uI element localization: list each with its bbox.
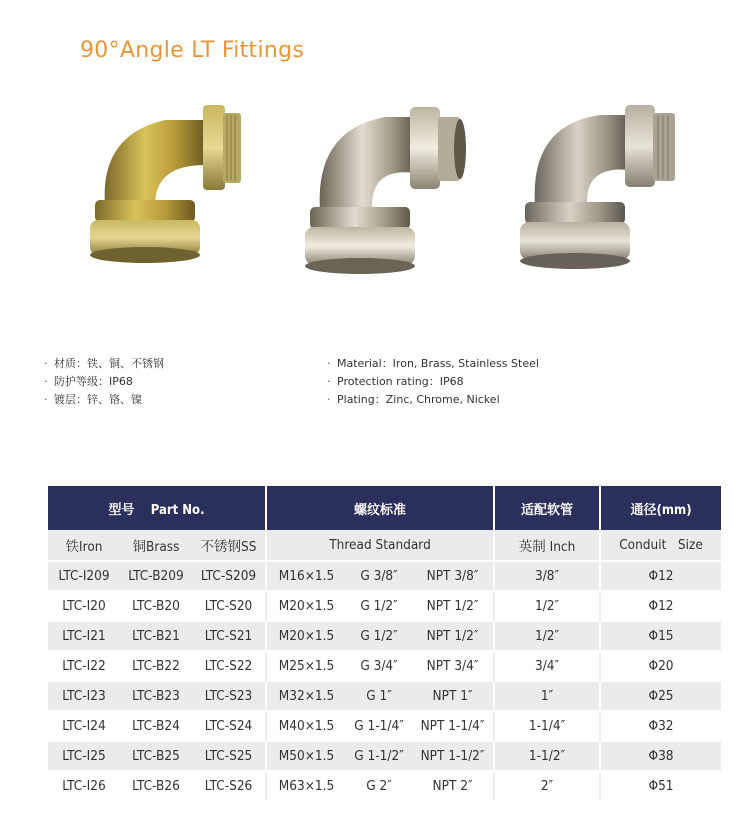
cell-conduit: Φ25 [600, 681, 721, 711]
spec-line-rating-en: · Protection rating：IP68 [327, 375, 464, 388]
subheader-ss: 不锈钢SS [192, 530, 266, 561]
table-row [48, 561, 721, 591]
cell-g-thread: G 1-1/2″ [346, 741, 412, 771]
header-thread: 螺纹标准 [266, 486, 494, 530]
table-row [48, 711, 721, 741]
cell-metric: M50×1.5 [266, 741, 346, 771]
cell-iron: LTC-I20 [48, 591, 120, 621]
table-row [48, 741, 721, 771]
header-part-no: 型号 Part No. [48, 486, 266, 530]
cell-inch: 1/2″ [494, 591, 600, 621]
cell-ss: LTC-S25 [192, 741, 266, 771]
cell-iron: LTC-I25 [48, 741, 120, 771]
cell-ss: LTC-S209 [192, 561, 266, 591]
cell-metric: M25×1.5 [266, 651, 346, 681]
table-row [48, 681, 721, 711]
cell-npt: NPT 1-1/4″ [412, 711, 494, 741]
cell-conduit: Φ38 [600, 741, 721, 771]
cell-brass: LTC-B26 [120, 771, 192, 800]
cell-ss: LTC-S23 [192, 681, 266, 711]
subheader-conduit: Conduit Size [600, 530, 721, 561]
cell-inch: 2″ [494, 771, 600, 800]
cell-metric: M20×1.5 [266, 591, 346, 621]
cell-metric: M40×1.5 [266, 711, 346, 741]
cell-iron: LTC-I22 [48, 651, 120, 681]
cell-g-thread: G 3/4″ [346, 651, 412, 681]
subheader-iron: 铁Iron [48, 530, 120, 561]
cell-iron: LTC-I209 [48, 561, 120, 591]
cell-inch: 1″ [494, 681, 600, 711]
cell-iron: LTC-I23 [48, 681, 120, 711]
subheader-thread: Thread Standard [266, 530, 494, 561]
header-hose: 适配软管 [494, 486, 600, 530]
cell-brass: LTC-B209 [120, 561, 192, 591]
cell-g-thread: G 1″ [346, 681, 412, 711]
cell-inch: 1-1/4″ [494, 711, 600, 741]
cell-npt: NPT 3/4″ [412, 651, 494, 681]
subheader-inch: 英制 Inch [494, 530, 600, 561]
cell-g-thread: G 1/2″ [346, 591, 412, 621]
cell-iron: LTC-I21 [48, 621, 120, 651]
cell-inch: 3/4″ [494, 651, 600, 681]
table-subheader [48, 530, 721, 561]
brass-fitting-image [300, 95, 475, 280]
table-row [48, 771, 721, 800]
cell-conduit: Φ32 [600, 711, 721, 741]
cell-npt: NPT 3/8″ [412, 561, 494, 591]
subheader-brass: 铜Brass [120, 530, 192, 561]
cell-conduit: Φ12 [600, 561, 721, 591]
cell-g-thread: G 1-1/4″ [346, 711, 412, 741]
table-row [48, 621, 721, 651]
cell-metric: M63×1.5 [266, 771, 346, 800]
table-header [48, 486, 721, 530]
table-row [48, 591, 721, 621]
specs-chinese [44, 355, 164, 409]
cell-npt: NPT 1-1/2″ [412, 741, 494, 771]
zinc-fitting-image [85, 95, 255, 275]
product-photos [0, 95, 750, 295]
cell-brass: LTC-B25 [120, 741, 192, 771]
spec-line-rating-cn: · 防护等级：IP68 [44, 375, 133, 388]
spec-line-material-en: · Material：Iron, Brass, Stainless Steel [327, 357, 539, 370]
cell-inch: 3/8″ [494, 561, 600, 591]
spec-line-plating-cn: · 镀层：锌、铬、镍 [44, 393, 142, 406]
cell-ss: LTC-S21 [192, 621, 266, 651]
cell-ss: LTC-S20 [192, 591, 266, 621]
header-bore: 通径(mm) [600, 486, 721, 530]
cell-iron: LTC-I24 [48, 711, 120, 741]
cell-metric: M32×1.5 [266, 681, 346, 711]
table-body [48, 561, 721, 800]
cell-ss: LTC-S24 [192, 711, 266, 741]
spec-line-material-cn: · 材质：铁、铜、不锈钢 [44, 357, 164, 370]
cell-npt: NPT 2″ [412, 771, 494, 800]
cell-conduit: Φ15 [600, 621, 721, 651]
page-title: 90°Angle LT Fittings [80, 38, 305, 63]
cell-ss: LTC-S26 [192, 771, 266, 800]
cell-conduit: Φ51 [600, 771, 721, 800]
cell-inch: 1-1/2″ [494, 741, 600, 771]
table-row [48, 651, 721, 681]
cell-npt: NPT 1″ [412, 681, 494, 711]
cell-g-thread: G 1/2″ [346, 621, 412, 651]
cell-brass: LTC-B23 [120, 681, 192, 711]
cell-inch: 1/2″ [494, 621, 600, 651]
specs-english [327, 355, 539, 409]
cell-metric: M20×1.5 [266, 621, 346, 651]
cell-conduit: Φ12 [600, 591, 721, 621]
cell-brass: LTC-B21 [120, 621, 192, 651]
spec-line-plating-en: · Plating：Zinc, Chrome, Nickel [327, 393, 500, 406]
cell-metric: M16×1.5 [266, 561, 346, 591]
cell-npt: NPT 1/2″ [412, 591, 494, 621]
cell-brass: LTC-B20 [120, 591, 192, 621]
stainless-fitting-image [515, 95, 690, 280]
cell-g-thread: G 2″ [346, 771, 412, 800]
cell-brass: LTC-B22 [120, 651, 192, 681]
cell-conduit: Φ20 [600, 651, 721, 681]
cell-npt: NPT 1/2″ [412, 621, 494, 651]
cell-brass: LTC-B24 [120, 711, 192, 741]
cell-ss: LTC-S22 [192, 651, 266, 681]
cell-iron: LTC-I26 [48, 771, 120, 800]
spec-table [48, 486, 721, 800]
cell-g-thread: G 3/8″ [346, 561, 412, 591]
